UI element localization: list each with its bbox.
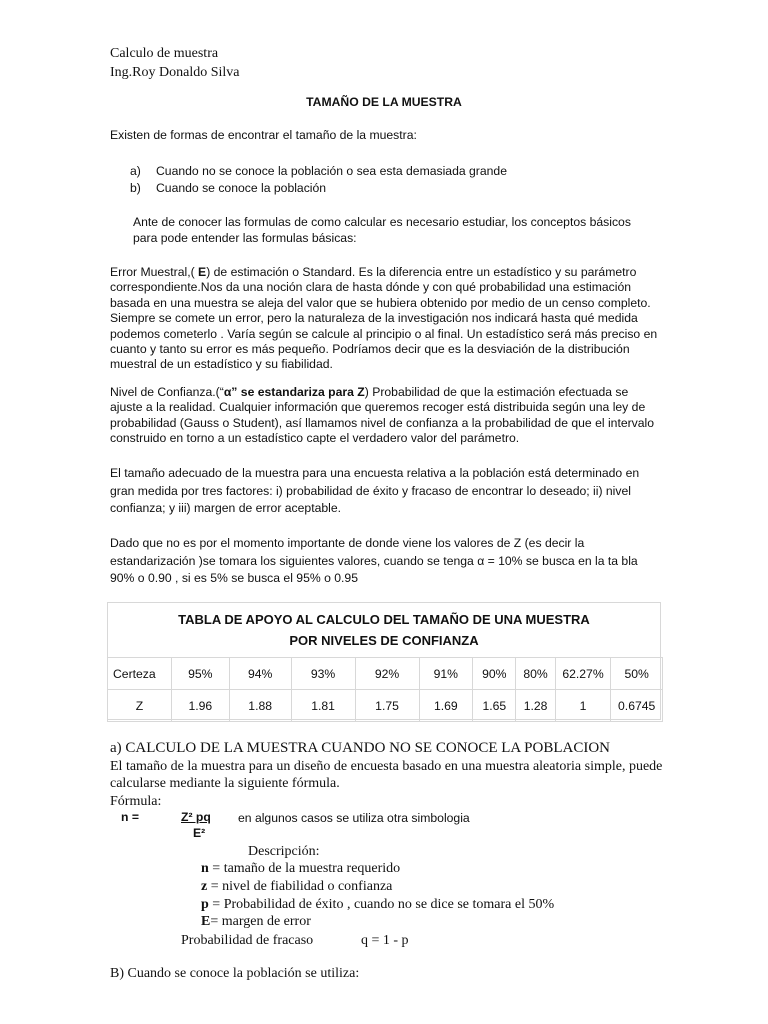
table-cell: 1.65 bbox=[473, 690, 516, 722]
section-b-heading: B) Cuando se conoce la población se utiliza: bbox=[110, 966, 360, 981]
failure-probability-formula: q = 1 - p bbox=[361, 933, 409, 948]
section-a-heading: a) CALCULO DE LA MUESTRA CUANDO NO SE CONOCE LA POBLACION bbox=[110, 740, 611, 756]
table-cell: 1.81 bbox=[291, 690, 355, 722]
table-cell: Certeza bbox=[108, 658, 172, 690]
error-body: ) de estimación o Standard. Es la diferencia entre un estadístico y su parámetro correspondiente.Nos da una noción clara de hasta dónde y con qué probabilidad una estimación basada en una muestra se aleja del valor que se hubiera obtenido por medio de un censo completo. Siempre se comete un error, pero la naturaleza de la investigación nos indicará hasta qué medida podemos cometerlo . Varía según se calcule al principio o al final. Un estadístico será más preciso en cuanto y tanto su error es más pequeño. Podríamos decir que es la desviación de la distribución muestral de un estadístico y su fiabilidad. bbox=[110, 265, 658, 372]
description-text: = margen de error bbox=[210, 914, 311, 929]
table-cell: Z bbox=[108, 690, 172, 722]
document-title: TAMAÑO DE LA MUESTRA bbox=[306, 95, 462, 109]
list-item bbox=[130, 163, 507, 180]
formula-denominator: E² bbox=[193, 826, 206, 840]
nivel-bold: α” se estandariza para Z bbox=[223, 385, 365, 399]
table-cell: 95% bbox=[171, 658, 229, 690]
document-header-course: Calculo de muestra bbox=[110, 46, 219, 61]
table-row bbox=[108, 690, 663, 722]
description-text: = tamaño de la muestra requerido bbox=[208, 861, 401, 876]
z-values-paragraph: Dado que no es por el momento importante de donde viene los valores de Z (es decir la estandarización )se tomara los siguientes valores, cuando se tenga α = 10% se busca en la ta bla 90% o 0.90 , si es 5% se busca el 95% o 0.95 bbox=[110, 536, 638, 585]
section-a-body: El tamaño de la muestra para un diseño de encuesta basado en una muestra aleatoria simple, puede calcularse mediante la siguiente fórmula. bbox=[110, 759, 663, 791]
description-text: = nivel de fiabilidad o confianza bbox=[207, 879, 393, 894]
table-cell: 94% bbox=[229, 658, 291, 690]
table-cell: 1.75 bbox=[355, 690, 419, 722]
description-item bbox=[201, 861, 400, 877]
formula-n: n = bbox=[121, 810, 139, 824]
confidence-values-table bbox=[107, 657, 663, 722]
intro-paragraph: Existen de formas de encontrar el tamaño de la muestra: bbox=[110, 128, 417, 142]
formula-numerator: Z² pq bbox=[181, 810, 211, 824]
list-item bbox=[130, 180, 507, 197]
table-title bbox=[108, 609, 660, 651]
confidence-table bbox=[107, 602, 661, 720]
table-cell: 92% bbox=[355, 658, 419, 690]
table-cell: 1.28 bbox=[516, 690, 555, 722]
table-cell: 1 bbox=[555, 690, 611, 722]
document-header-author: Ing.Roy Donaldo Silva bbox=[110, 65, 240, 80]
description-title: Descripción: bbox=[248, 844, 320, 859]
error-lead: Error Muestral,( bbox=[110, 265, 199, 279]
description-symbol: n bbox=[201, 861, 209, 876]
table-cell: 91% bbox=[419, 658, 473, 690]
table-row bbox=[108, 658, 663, 690]
table-title-line2: POR NIVELES DE CONFIANZA bbox=[289, 633, 479, 648]
table-cell: 80% bbox=[516, 658, 555, 690]
table-cell: 1.96 bbox=[171, 690, 229, 722]
options-list bbox=[130, 163, 507, 197]
sample-size-paragraph: El tamaño adecuado de la muestra para una encuesta relativa a la población está determinado en gran medida por tres factores: i) probabilidad de éxito y fracaso de encontrar lo deseado; ii) nivel confianza; y iii) margen de error aceptable. bbox=[110, 466, 640, 515]
formula-note: en algunos casos se utiliza otra simbologia bbox=[238, 811, 470, 825]
before-note-paragraph: Ante de conocer las formulas de como calcular es necesario estudiar, los conceptos básicos para pode entender las formulas básicas: bbox=[133, 215, 631, 245]
table-cell: 0.6745 bbox=[611, 690, 663, 722]
formula-label: Fórmula: bbox=[110, 794, 162, 809]
list-item-text: Cuando no se conoce la población o sea esta demasiada grande bbox=[156, 164, 507, 178]
table-cell: 93% bbox=[291, 658, 355, 690]
table-cell: 50% bbox=[611, 658, 663, 690]
description-item bbox=[201, 897, 554, 913]
error-muestral-paragraph bbox=[110, 265, 662, 373]
nivel-confianza-paragraph bbox=[110, 385, 662, 447]
list-item-text: Cuando se conoce la población bbox=[156, 181, 327, 195]
failure-probability-label: Probabilidad de fracaso bbox=[181, 933, 314, 948]
table-cell: 1.69 bbox=[419, 690, 473, 722]
nivel-lead: Nivel de Confianza.(“ bbox=[110, 385, 224, 399]
description-item bbox=[201, 914, 311, 930]
table-cell: 1.88 bbox=[229, 690, 291, 722]
list-marker: b) bbox=[130, 181, 141, 195]
description-text: = Probabilidad de éxito , cuando no se dice se tomara el 50% bbox=[208, 897, 555, 912]
list-marker: a) bbox=[130, 164, 141, 178]
table-title-line1: TABLA DE APOYO AL CALCULO DEL TAMAÑO DE UNA MUESTRA bbox=[178, 612, 590, 627]
description-symbol: E bbox=[201, 914, 211, 929]
table-cell: 90% bbox=[473, 658, 516, 690]
table-cell: 62.27% bbox=[555, 658, 611, 690]
error-symbol: E bbox=[198, 265, 207, 279]
description-item bbox=[201, 879, 392, 895]
nivel-body: ) Probabilidad de que la estimación efectuada se ajuste a la realidad. Cualquier información que queremos recoger está distribuida según una ley de probabilidad (Gauss o Student), así llamamos nivel de confianza a la probabilidad de que el intervalo construido en torno a un estadístico capte el verdadero valor del parámetro. bbox=[110, 385, 655, 446]
description-symbol: p bbox=[201, 897, 209, 912]
description-symbol: z bbox=[201, 879, 208, 894]
